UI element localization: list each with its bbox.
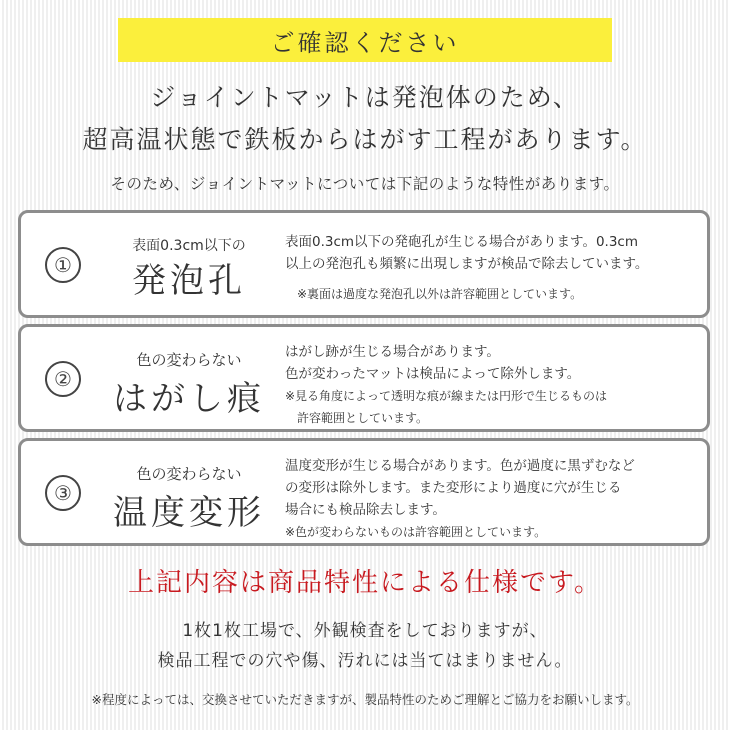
card-big-label: 発泡孔	[132, 261, 246, 301]
intro-line-2: 超高温状態で鉄板からはがす工程があります。	[82, 125, 648, 154]
footer-note: ※程度によっては、交換させていただきますが、製品特性のためご理解とご協力をお願いします。	[91, 692, 639, 707]
card-small-label: 色の変わらない	[136, 465, 242, 483]
description-line: 色が変わったマットは検品によって除外します。	[285, 366, 581, 382]
card-note	[285, 385, 705, 429]
description-line: 以上の発泡孔も頻繁に出現しますが検品で除去しています。	[285, 256, 649, 272]
number-badge: ①	[45, 247, 81, 283]
summary-headline: 上記内容は商品特性による仕様です。	[128, 568, 602, 598]
card-note	[285, 521, 705, 543]
characteristic-card-3	[18, 438, 710, 546]
note-line: ※裏面は過度な発泡孔以外は許容範囲としています。	[297, 287, 583, 301]
note-line: 許容範囲としています。	[297, 411, 429, 425]
banner-title: ご確認ください	[270, 28, 460, 57]
summary-line-2: 検品工程での穴や傷、汚れには当てはまりません。	[157, 651, 573, 671]
description-line: 場合にも検品除去します。	[285, 502, 446, 518]
characteristic-card-2	[18, 324, 710, 432]
description-line: の変形は除外します。また変形により過度に穴が生じる	[285, 480, 622, 496]
description-line: 表面0.3cm以下の発砲孔が生じる場合があります。0.3cm	[285, 234, 639, 250]
card-description	[285, 341, 705, 429]
intro-line-1: ジョイントマットは発泡体のため、	[150, 83, 580, 112]
number-badge: ③	[45, 475, 81, 511]
description-line: 温度変形が生じる場合があります。色が過度に黒ずむなど	[285, 458, 635, 474]
intro-line-3: そのため、ジョイントマットについては下記のような特性があります。	[110, 175, 620, 193]
number-badge: ②	[45, 361, 81, 397]
card-description	[285, 231, 705, 305]
note-line: ※見る角度によって透明な痕が線または円形で生じるものは	[285, 389, 608, 403]
card-big-label: 温度変形	[113, 493, 265, 533]
summary-line-1: 1枚1枚工場で、外観検査をしておりますが、	[182, 621, 548, 641]
characteristic-card-1	[18, 210, 710, 318]
card-small-label: 色の変わらない	[136, 351, 242, 369]
card-small-label: 表面0.3cm以下の	[132, 238, 246, 254]
card-big-label: はがし痕	[113, 379, 265, 419]
description-line: はがし跡が生じる場合があります。	[285, 344, 500, 360]
title-banner	[118, 18, 612, 62]
card-description	[285, 455, 705, 543]
card-note	[297, 283, 705, 305]
note-line: ※色が変わらないものは許容範囲としています。	[285, 525, 547, 539]
